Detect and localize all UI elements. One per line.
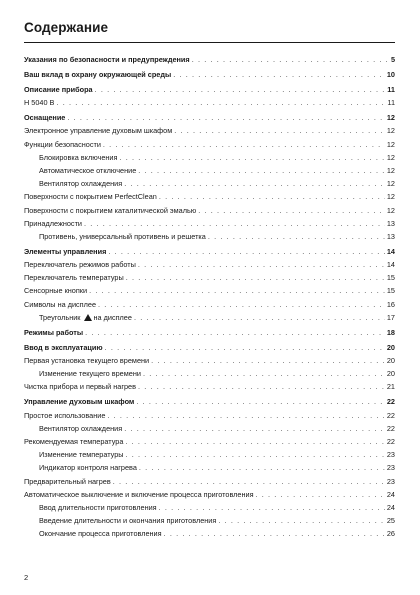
toc-section [24,246,395,323]
dot-leader [139,462,385,473]
toc-entry-label [24,125,172,136]
toc-page-number: 23 [386,463,395,473]
toc-entry[interactable] [24,191,395,202]
toc-entry[interactable] [24,410,395,421]
toc-entry-text: Индикатор контроля нагрева [39,463,137,473]
toc-page-number: 20 [386,356,395,365]
toc-entry-label [24,246,106,257]
toc-entry-text: Рекомендуемая температура [24,436,124,446]
toc-entry-text: Переключатель температуры [24,273,124,283]
toc-section [24,112,395,242]
toc-entry-label [39,165,136,176]
toc-entry-text: Ввод в эксплуатацию [24,342,103,352]
toc-page-number: 24 [386,502,395,512]
toc-entry-text: Символы на дисплее [24,299,97,309]
toc-entry-label [24,342,103,353]
toc-entry-label [39,515,216,526]
toc-page-number: 12 [386,126,395,136]
toc-subentry[interactable] [24,462,395,473]
triangle-up-icon [84,314,92,321]
dot-leader [159,191,385,202]
dot-leader [136,396,385,407]
toc-page-number: 14 [386,260,395,270]
toc-page-number: 12 [386,205,395,215]
toc-entry-label [24,97,54,108]
toc-subentry[interactable] [24,231,395,242]
dot-leader [85,327,385,338]
toc-entry-text: Окончание процесса приготовления [39,529,162,539]
dot-leader [103,139,385,150]
toc-entry-label [39,502,157,513]
dot-leader [208,231,385,242]
toc-chapter-entry[interactable] [24,396,395,407]
toc-chapter-entry[interactable] [24,112,395,123]
page-number: 2 [24,573,29,582]
toc-entry-text: Вентилятор охлаждения [39,179,123,189]
toc-entry-text: Переключатель режимов работы [24,260,136,270]
toc-entry-label [24,410,105,421]
toc-entry-label [24,69,171,80]
toc-subentry[interactable] [24,449,395,460]
toc-page-number: 14 [386,246,395,256]
toc-entry[interactable] [24,476,395,487]
toc-entry-text: Предварительный нагрев [24,476,111,486]
dot-leader [174,125,385,136]
toc-entry-text: Вентилятор охлаждения [39,423,123,433]
toc-entry-text: Изменение текущего времени [39,369,141,379]
toc-entry[interactable] [24,355,395,366]
toc-page-number: 22 [386,436,395,446]
toc-entry-text: Поверхности с покрытием PerfectClean [24,192,157,202]
toc-entry-text: Указания по безопасности и предупреждения [24,55,190,64]
toc-entry-text: Треугольник [39,312,81,322]
toc-entry-text: H 5040 B [24,98,55,108]
dot-leader [126,272,385,283]
toc-entry-label [39,423,122,434]
toc-chapter-entry[interactable] [24,246,395,257]
toc-page-number: 23 [386,476,395,486]
toc-page-number: 11 [387,98,395,108]
toc-entry-text: Автоматическое выключение и включение процесса приготовления [24,489,254,499]
toc-page-number: 22 [386,410,395,420]
toc-subentry[interactable] [24,502,395,513]
toc-entry[interactable] [24,139,395,150]
toc-page-number: 12 [386,165,395,175]
toc-entry-text: Оснащение [24,113,66,123]
toc-chapter-entry[interactable] [24,342,395,353]
toc-entry-label [24,218,82,229]
toc-section [24,54,395,65]
toc-entry-label [24,205,196,216]
dot-leader [107,410,384,421]
dot-leader [198,205,385,216]
toc-page-number: 26 [386,529,395,539]
dot-leader [138,381,385,392]
toc-page-number: 17 [386,312,395,322]
toc-page-number: 18 [386,327,395,337]
toc-entry-label [39,312,132,323]
toc-page-number: 15 [386,286,395,296]
toc-entry-label [39,462,137,473]
toc-chapter-entry[interactable] [24,54,395,65]
dot-leader [126,449,385,460]
dot-leader [192,54,389,65]
dot-leader [134,312,385,323]
toc-page-number: 25 [386,516,395,526]
toc-chapter-entry[interactable] [24,84,395,95]
toc-entry-label [24,489,254,500]
dot-leader [119,152,384,163]
dot-leader [124,423,385,434]
toc-page-number: 21 [386,382,395,392]
toc-entry-text-after: на дисплее [93,312,132,322]
dot-leader [124,178,385,189]
toc-entry[interactable] [24,489,395,500]
toc-entry-label [39,368,141,379]
toc-page-number: 11 [387,85,395,94]
toc-page-number: 10 [386,70,395,79]
toc-entry-text: Изменение температуры [39,450,124,460]
title-underline [24,42,395,43]
toc-entry-text: Ваш вклад в охрану окружающей среды [24,70,172,79]
toc-subentry[interactable] [24,368,395,379]
toc-entry-label [39,152,117,163]
toc-page-number: 13 [386,231,395,241]
toc-entry-label [24,355,149,366]
toc-entry[interactable] [24,205,395,216]
dot-leader [164,528,385,539]
toc-subentry[interactable] [24,312,395,323]
dot-leader [89,285,385,296]
dot-leader [173,69,385,80]
toc-entry-label [24,84,93,95]
page-title: Содержание [24,20,109,35]
dot-leader [138,165,385,176]
toc-page-number: 20 [386,369,395,379]
dot-leader [151,355,385,366]
toc-page-number: 22 [386,423,395,433]
toc-page-number: 15 [386,273,395,283]
toc-entry[interactable] [24,259,395,270]
toc-entry-text: Противень, универсальный противень и решетка [39,231,206,241]
toc-entry[interactable] [24,381,395,392]
toc-entry-text: Ввод длительности приготовления [39,502,157,512]
dot-leader [159,502,385,513]
toc-entry-label [24,381,136,392]
toc-page-number: 5 [390,55,395,64]
toc-entry-text: Электронное управление духовым шкафом [24,126,173,136]
dot-leader [95,84,386,95]
toc-entry-text: Элементы управления [24,246,107,256]
toc-section [24,84,395,108]
toc-subentry[interactable] [24,423,395,434]
toc-entry-label [24,396,134,407]
toc-entry-text: Чистка прибора и первый нагрев [24,382,136,392]
toc-subentry[interactable] [24,528,395,539]
toc-page-number: 23 [386,450,395,460]
dot-leader [143,368,385,379]
toc-section [24,342,395,393]
dot-leader [125,436,384,447]
dot-leader [113,476,385,487]
toc-entry-text: Простое использование [24,410,106,420]
toc-subentry[interactable] [24,178,395,189]
table-of-contents [24,54,395,543]
toc-page-number: 13 [386,218,395,228]
toc-entry-label [39,178,122,189]
toc-page-number: 12 [386,192,395,202]
toc-entry-text: Блокировка включения [39,152,118,162]
toc-section [24,327,395,338]
toc-entry[interactable] [24,299,395,310]
toc-entry-label [24,112,65,123]
dot-leader [105,342,385,353]
toc-page-number: 12 [386,152,395,162]
dot-leader [98,299,385,310]
toc-entry-label [39,231,206,242]
toc-entry-label [24,259,136,270]
toc-entry[interactable] [24,436,395,447]
toc-entry-text: Автоматическое отключение [39,165,137,175]
toc-entry-text: Управление духовым шкафом [24,397,135,407]
toc-chapter-entry[interactable] [24,327,395,338]
toc-entry-label [39,528,162,539]
toc-entry-text: Режимы работы [24,327,84,337]
toc-page-number: 22 [386,397,395,407]
toc-entry-text: Сенсорные кнопки [24,286,88,296]
dot-leader [218,515,385,526]
toc-entry[interactable] [24,125,395,136]
dot-leader [138,259,385,270]
toc-subentry[interactable] [24,515,395,526]
dot-leader [67,112,385,123]
toc-entry-label [24,436,123,447]
toc-entry-text: Функции безопасности [24,139,101,149]
dot-leader [108,246,385,257]
toc-chapter-entry[interactable] [24,69,395,80]
toc-page-number: 16 [386,299,395,309]
toc-subentry[interactable] [24,165,395,176]
toc-entry-label [24,139,101,150]
toc-entry-label [24,191,157,202]
toc-entry-label [24,327,83,338]
toc-entry-label [24,54,190,65]
toc-section [24,396,395,539]
toc-entry-label [24,299,96,310]
toc-page-number: 12 [386,139,395,149]
dot-leader [256,489,385,500]
toc-entry-text: Поверхности с покрытием каталитической эмалью [24,205,197,215]
toc-entry[interactable] [24,285,395,296]
toc-entry[interactable] [24,97,395,108]
dot-leader [84,218,385,229]
toc-page-number: 20 [386,342,395,352]
toc-page-number: 24 [386,489,395,499]
toc-entry-text: Первая установка текущего времени [24,356,150,365]
toc-entry[interactable] [24,218,395,229]
toc-section [24,69,395,80]
toc-entry-text: Принадлежности [24,218,82,228]
toc-subentry[interactable] [24,152,395,163]
toc-entry-label [24,476,111,487]
dot-leader [56,97,385,108]
toc-page-number: 12 [386,113,395,123]
toc-entry-label [24,285,87,296]
toc-entry-text: Введение длительности и окончания приготовления [39,516,217,526]
toc-entry[interactable] [24,272,395,283]
toc-page-number: 12 [386,179,395,189]
toc-entry-text: Описание прибора [24,85,93,94]
toc-entry-label [39,449,124,460]
toc-entry-label [24,272,124,283]
